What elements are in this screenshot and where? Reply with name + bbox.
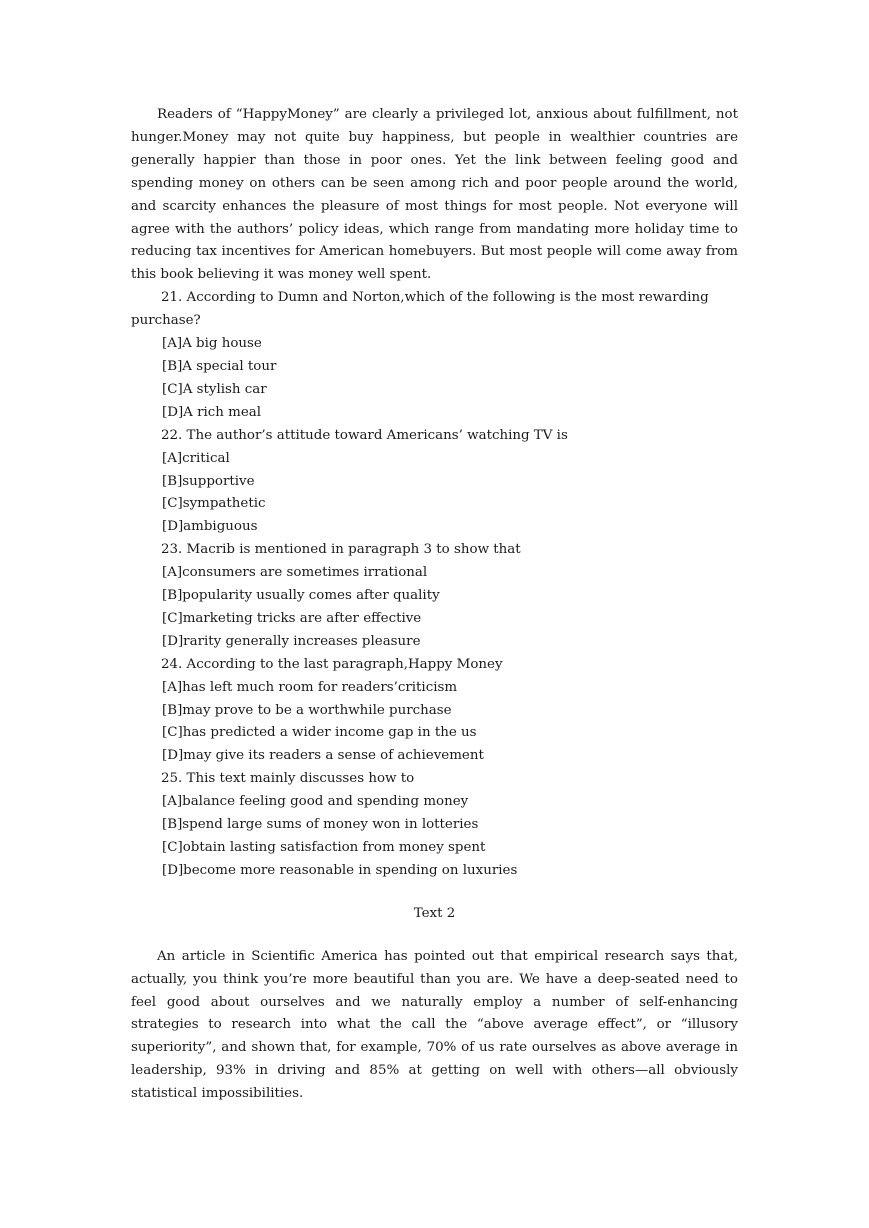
question-stem: 24. According to the last paragraph,Happy Money — [161, 656, 503, 672]
question-stem: 23. Macrib is mentioned in paragraph 3 to show that — [161, 542, 521, 558]
question-stem: 22. The author’s attitude toward Americans’ watching TV is — [161, 427, 568, 443]
option-d: [D]ambiguous — [162, 519, 258, 535]
passage-paragraph: An article in Scientific America has pointed out that empirical research says that, actually, you think you’re more beautiful than you are. We have a deep-seated need to feel good about ourselves and we naturally employ a number of self-enhancing strategies to research into what the call the “above average effect”, or “illusory superiority”, and shown that, for example, 70% of us rate ourselves as above average in leadership, 93% in driving and 85% at getting on well with others—all obviously statistical impossibilities. — [131, 948, 738, 1102]
option-b: [B]popularity usually comes after quality — [162, 588, 440, 604]
question-23 — [131, 539, 738, 654]
option-b: [B]spend large sums of money won in lotteries — [162, 817, 479, 833]
question-24 — [131, 654, 738, 769]
option-d: [D]rarity generally increases pleasure — [162, 633, 421, 649]
option-list — [131, 562, 738, 654]
option-list — [131, 791, 738, 883]
option-d: [D]A rich meal — [162, 404, 262, 420]
document-page — [131, 104, 738, 1106]
option-c: [C]obtain lasting satisfaction from money spent — [162, 840, 486, 855]
option-list — [131, 448, 738, 540]
passage-paragraph: Readers of “HappyMoney” are clearly a privileged lot, anxious about fulfillment, not hunger.Money may not quite buy happiness, but people in wealthier countries are generally happier than those in poor ones. Yet the link between feeling good and spending money on others can be seen among rich and poor people around the world, and scarcity enhances the pleasure of most things for most people. Not everyone will agree with the authors’ policy ideas, which range from mandating more holiday time to reducing tax incentives for American homebuyers. But most people will come away from this book believing it was money well spent. — [131, 107, 738, 283]
option-list — [131, 677, 738, 769]
option-b: [B]may prove to be a worthwhile purchase — [162, 702, 452, 718]
option-c: [C]marketing tricks are after effective — [162, 610, 422, 626]
option-a: [A]A big house — [162, 336, 262, 352]
option-c: [C]sympathetic — [162, 496, 266, 512]
question-stem: 21. According to Dumn and Norton,which of the following is the most rewarding purchase? — [131, 290, 709, 329]
option-c: [C]has predicted a wider income gap in the us — [162, 725, 477, 741]
option-d: [D]may give its readers a sense of achievement — [162, 748, 484, 764]
option-c: [C]A stylish car — [162, 381, 267, 397]
option-list — [131, 333, 738, 425]
option-a: [A]has left much room for readers’criticism — [162, 679, 458, 695]
question-25 — [131, 768, 738, 883]
option-d: [D]become more reasonable in spending on luxuries — [162, 862, 518, 878]
option-b: [B]A special tour — [162, 358, 277, 374]
question-21 — [131, 287, 738, 424]
question-stem: 25. This text mainly discusses how to — [161, 771, 415, 787]
section-title: Text 2 — [413, 905, 456, 921]
option-a: [A]consumers are sometimes irrational — [162, 565, 428, 581]
option-a: [A]critical — [162, 450, 230, 466]
option-b: [B]supportive — [162, 473, 255, 489]
question-22 — [131, 425, 738, 540]
option-a: [A]balance feeling good and spending money — [162, 794, 469, 810]
